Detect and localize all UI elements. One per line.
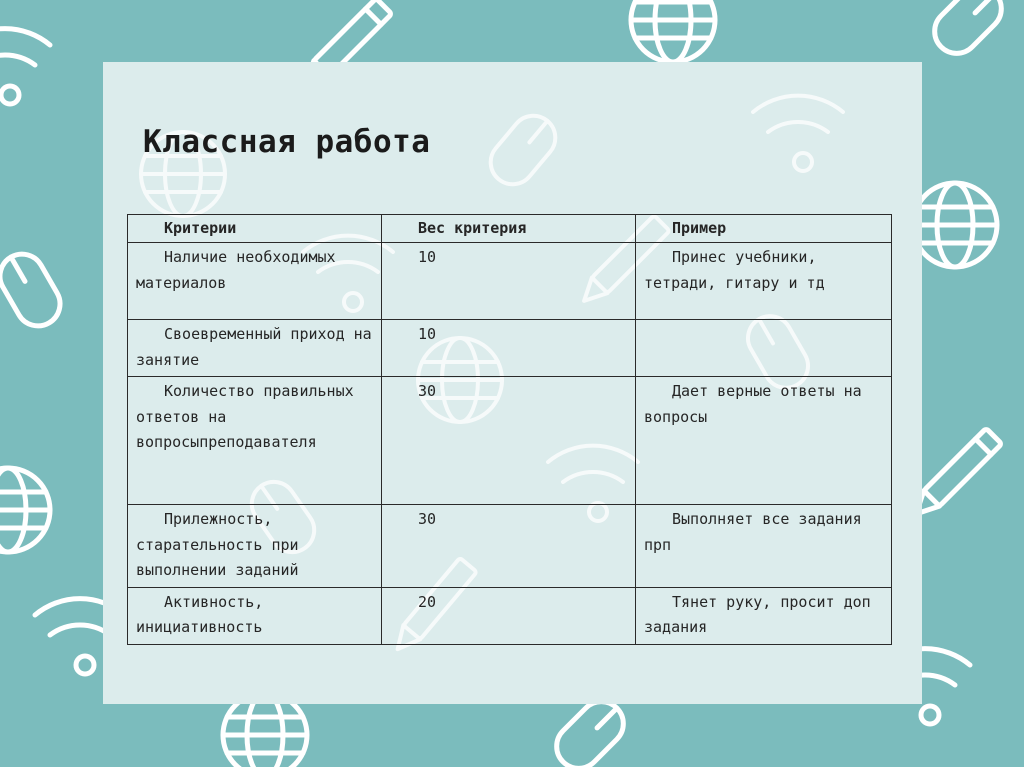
table-row [128,320,892,377]
table-row [128,505,892,588]
criterion-cell [128,377,382,505]
example-text: Принес учебники, тетради, гитару и тд [644,248,825,292]
example-cell [636,377,892,505]
pencil-icon [908,428,1001,521]
criterion-cell [128,587,382,644]
weight-text: 20 [418,592,437,611]
weight-cell [382,320,636,377]
criterion-text: Своевременный приход на занятие [136,325,372,369]
computer-mouse-icon [482,107,565,194]
criterion-text: Количество правильных ответов на вопросыпреподавателя [136,382,354,451]
header-example: Пример [636,215,892,243]
wifi-icon [0,29,50,104]
example-cell [636,243,892,320]
weight-text: 30 [418,382,437,400]
criterion-text: Активность, инициативность [136,592,264,636]
globe-icon [223,693,307,767]
wifi-icon [753,96,843,171]
criterion-text: Наличие необходимых материалов [136,248,336,292]
example-cell [636,320,892,377]
weight-text: 10 [418,248,437,266]
weight-cell [382,243,636,320]
weight-text: 10 [418,325,437,343]
criterion-cell [128,320,382,377]
globe-icon [0,468,50,552]
example-cell [636,587,892,644]
criterion-cell [128,243,382,320]
criterion-text: Прилежность, старательность при выполнении заданий [136,510,299,579]
table-row [128,377,892,505]
table-row [128,243,892,320]
weight-cell [382,505,636,588]
table-row [128,587,892,644]
example-text: Выполняет все задания прп [644,510,862,554]
table-header-row [128,215,892,243]
slide-title: Классная работа [143,124,431,160]
criteria-table [127,214,892,645]
computer-mouse-icon [926,0,1011,62]
header-weight: Вес критерия [382,215,636,243]
computer-mouse-icon [0,246,68,334]
criterion-cell [128,505,382,588]
example-cell [636,505,892,588]
weight-cell [382,377,636,505]
weight-text: 30 [418,510,437,528]
example-text: Тянет руку, просит доп задания [644,592,871,636]
slide-panel [103,62,922,704]
example-text: Дает верные ответы на вопросы [644,382,862,426]
weight-cell [382,587,636,644]
globe-icon [913,183,997,267]
globe-icon [631,0,715,62]
header-criteria: Критерии [128,215,382,243]
